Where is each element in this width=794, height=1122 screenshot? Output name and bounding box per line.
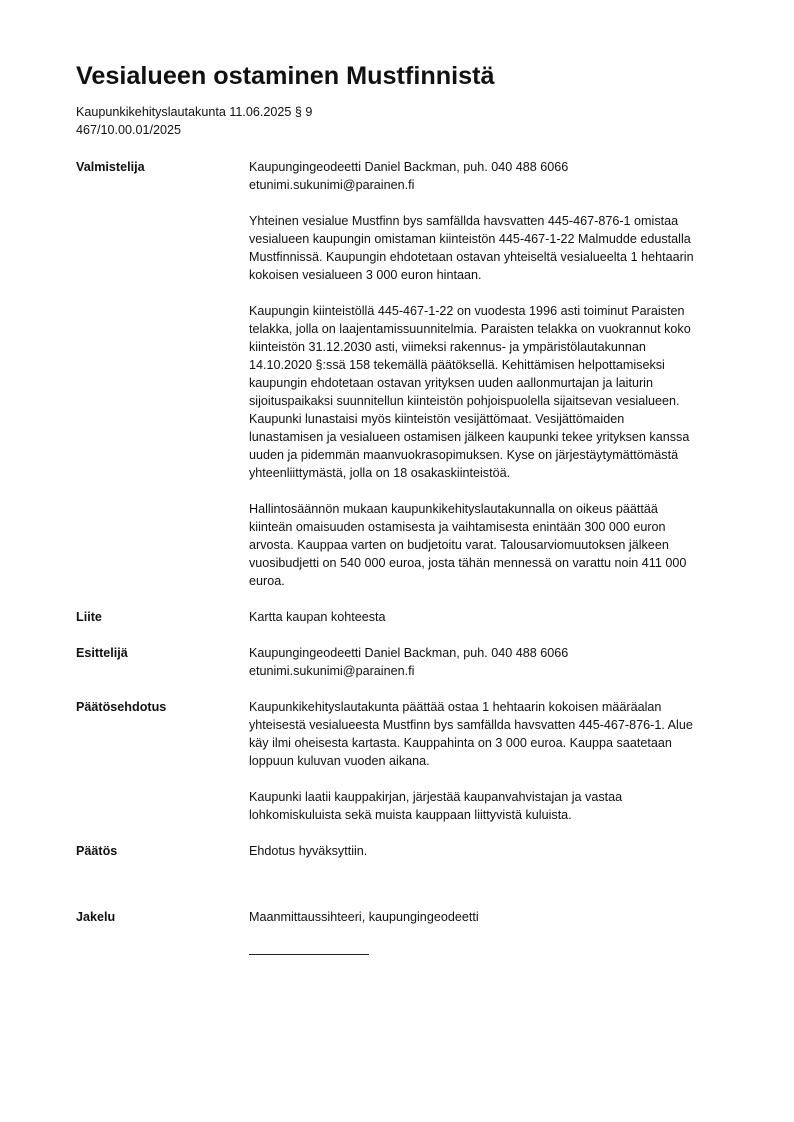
text-line: Yhteinen vesialue Mustfinn bys samfällda havsvatten 445-467-876-1 omistaa (249, 214, 679, 228)
text-line: lohkomiskuluista sekä muista kauppaan liittyvistä kuluista. (249, 808, 572, 822)
section-label: Valmistelija (76, 160, 145, 174)
presenter-email: etunimi.sukunimi@parainen.fi (249, 664, 415, 678)
text-line: arvosta. Kauppaa varten on budjetoitu varat. Talousarviomuutoksen jälkeen (249, 538, 669, 552)
section-liite (76, 608, 736, 626)
section-label: Päätös (76, 844, 118, 858)
text-line: vuosibudjetti on 540 000 euroa, josta tähän mennessä on varattu noin 411 000 (249, 556, 687, 570)
text-line: loppuun kuluvan vuoden aikana. (249, 754, 430, 768)
decision-text: Ehdotus hyväksyttiin. (249, 844, 368, 858)
section-content (249, 698, 729, 824)
text-line: telakka, jolla on laajentamissuunnitelmia. Paraisten telakka on vuokrannut koko (249, 322, 691, 336)
preparer-contact (249, 158, 729, 194)
section-content (249, 644, 729, 680)
section-paatos (76, 842, 736, 860)
text-line: uuden ja pidemmän maanvuokrasopimuksen. Kyse on järjestäytymättömästä (249, 448, 679, 462)
section-content (249, 158, 729, 590)
text-line: 14.10.2020 §:ssä 158 tekemällä päätöksellä. Kehittämisen helpottamiseksi (249, 358, 665, 372)
section-content (249, 842, 729, 860)
text-line: Kaupungin kiinteistöllä 445-467-1-22 on vuodesta 1996 asti toiminut Paraisten (249, 304, 685, 318)
section-label: Liite (76, 610, 102, 624)
meeting-reference: Kaupunkikehityslautakunta 11.06.2025 § 9 (76, 105, 313, 119)
text-line: yhteisestä vesialueesta Mustfinn bys samfällda havsvatten 445-467-876-1. Alue (249, 718, 693, 732)
text-line: kokoisen vesialueen 3 000 euron hintaan. (249, 268, 482, 282)
paragraph (249, 698, 729, 770)
section-jakelu (76, 908, 736, 926)
text-line: vesialueen kaupungin omistaman kiinteistön 445-467-1-22 Malmudde edustalla (249, 232, 691, 246)
text-line: käy ilmi oheisesta kartasta. Kauppahinta on 3 000 euroa. Kauppa saatetaan (249, 736, 672, 750)
preparer-email: etunimi.sukunimi@parainen.fi (249, 178, 415, 192)
text-line: Kaupunki laatii kauppakirjan, järjestää kaupanvahvistajan ja vastaa (249, 790, 623, 804)
text-line: Kaupunki lunastaisi myös kiinteistön vesijättömaat. Vesijättömaiden (249, 412, 625, 426)
text-line: Kaupunkikehityslautakunta päättää ostaa 1 hehtaarin kokoisen määräalan (249, 700, 662, 714)
document-page (76, 62, 736, 924)
preparer-name: Kaupungingeodeetti Daniel Backman, puh. 040 488 6066 (249, 160, 569, 174)
text-line: kaupungin ehdotetaan ostavan yrityksen uuden aallonmurtajan ja laiturin (249, 376, 653, 390)
presenter-name: Kaupungingeodeetti Daniel Backman, puh. 040 488 6066 (249, 646, 569, 660)
section-label: Päätösehdotus (76, 700, 167, 714)
text-line: yhteenliittymästä, jolla on 18 osakaskiinteistöä. (249, 466, 511, 480)
text-line: kiinteistön 31.12.2030 asti, viimeksi rakennus- ja ympäristölautakunnan (249, 340, 646, 354)
section-esittelija (76, 644, 736, 680)
section-label: Esittelijä (76, 646, 128, 660)
attachment-text: Kartta kaupan kohteesta (249, 610, 386, 624)
text-line: euroa. (249, 574, 285, 588)
text-line: lunastamisen ja vesialueen ostamisen jälkeen kaupunki tekee yrityksen kanssa (249, 430, 690, 444)
text-line: Hallintosäännön mukaan kaupunkikehityslautakunnalla on oikeus päättää (249, 502, 658, 516)
section-paatosehdotus (76, 698, 736, 824)
signature-line (249, 954, 369, 955)
diary-number: 467/10.00.01/2025 (76, 123, 182, 137)
paragraph (249, 788, 729, 824)
meeting-info (76, 103, 736, 139)
section-content (249, 608, 729, 626)
section-content (249, 908, 729, 926)
text-line: sijoituspaikaksi suunnitellun kiinteistön pohjoispuolella sijaitsevan vesialueen. (249, 394, 680, 408)
text-line: kiinteän omaisuuden ostamisesta ja vaihtamisesta enintään 300 000 euron (249, 520, 666, 534)
paragraph (249, 302, 729, 482)
paragraph (249, 500, 729, 590)
document-title: Vesialueen ostaminen Mustfinnistä (76, 62, 495, 90)
presenter-contact (249, 644, 729, 680)
distribution-text: Maanmittaussihteeri, kaupungingeodeetti (249, 910, 479, 924)
section-label: Jakelu (76, 910, 116, 924)
section-valmistelija (76, 158, 736, 590)
paragraph (249, 212, 729, 284)
text-line: Mustfinnissä. Kaupungin ehdotetaan ostavan yhteiseltä vesialueelta 1 hehtaarin (249, 250, 694, 264)
